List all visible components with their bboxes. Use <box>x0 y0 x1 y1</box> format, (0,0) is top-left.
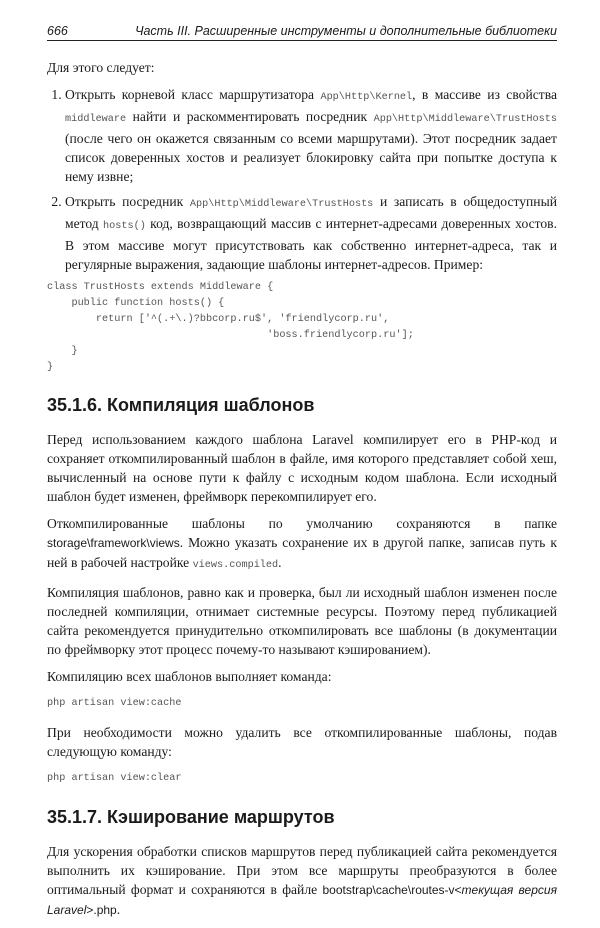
steps-list <box>47 85 557 274</box>
step-text: найти и раскомментировать посредник <box>126 109 374 124</box>
file-path-placeholder: текущая версия Laravel <box>47 883 557 917</box>
file-path: bootstrap\cache\routes-v< <box>322 883 462 897</box>
paragraph-text: Откомпилированные шаблоны по умолчанию сохраняются в папке <box>47 516 557 531</box>
step-text: код, возвращающий массив с интернет-адресами доверенных хостов. В этом массиве могут присутствовать как собственно интернет-адреса, так и регулярные выражения, задающие шаблоны интернет-адресов. Пример: <box>65 216 557 272</box>
inline-code: hosts() <box>103 221 146 232</box>
step-text: Открыть корневой класс маршрутизатора <box>65 87 321 102</box>
section-heading-route-caching: 35.1.7. Кэширование маршрутов <box>47 807 335 827</box>
command-view-clear: php artisan view:clear <box>47 773 182 784</box>
intro-text: Для этого следует: <box>47 60 155 75</box>
paragraph <box>47 514 557 575</box>
step-text: , в массиве из свойства <box>412 87 557 102</box>
step-text: и записать в общедоступный метод <box>65 194 557 231</box>
paragraph-text: . Можно указать сохранение их в другой папке, записав путь к ней в рабочей настройке <box>47 535 557 570</box>
paragraph: Компиляцию всех шаблонов выполняет команда: <box>47 669 332 684</box>
page-number: 666 <box>47 24 68 38</box>
page-header <box>47 20 557 41</box>
code-example: class TrustHosts extends Middleware { public function hosts() { return ['^(.+\.)?bbcorp.ru$', 'friendlycorp.ru', 'boss.friendlycorp.ru']; } } <box>47 282 414 373</box>
page-content <box>47 58 557 928</box>
paragraph: При необходимости можно удалить все откомпилированные шаблоны, подав следующую команду: <box>47 725 557 759</box>
paragraph-text: . <box>116 902 121 917</box>
inline-code: middleware <box>65 114 127 125</box>
paragraph-text: Для ускорения обработки списков маршрутов перед публикацией сайта рекомендуется выполнить их кэширование. При этом все маршруты преобразуются в более оптимальный формат и сохраняются в файле <box>47 844 557 897</box>
folder-path: storage\framework\views <box>47 536 180 550</box>
paragraph: Перед использованием каждого шаблона Laravel компилирует его в PHP-код и сохраняет откомпилированный шаблон в файле, имя которого представляет собой хеш, вычисленный на основе пути к файлу с исходным кодом шаблона. Если исходный шаблон будет изменен, фреймворк перекомпилирует его. <box>47 432 557 504</box>
paragraph-text: . <box>278 555 282 570</box>
inline-code: App\Http\Kernel <box>320 92 413 103</box>
file-path: >.php <box>86 903 117 917</box>
step-text: Открыть посредник <box>65 194 190 209</box>
list-item <box>65 192 557 274</box>
paragraph: Компиляция шаблонов, равно как и проверка, был ли исходный шаблон изменен после последней компиляции, отнимает системные ресурсы. Поэтому перед публикацией сайта рекомендуется принудительно откомпилировать все шаблоны (в документации по фреймворку этот процесс почему-то называют кэшированием). <box>47 585 557 657</box>
inline-code: views.compiled <box>192 560 279 571</box>
inline-code: App\Http\Middleware\TrustHosts <box>189 199 374 210</box>
step-text: (после чего он окажется связанным со всеми маршрутами). Этот посредник задает список доверенных хостов и реализует блокировку сайта при попытке доступа к нему извне; <box>65 131 557 184</box>
running-title: Часть III. Расширенные инструменты и дополнительные библиотеки <box>135 24 557 38</box>
inline-code: App\Http\Middleware\TrustHosts <box>373 114 557 125</box>
section-heading-compilation: 35.1.6. Компиляция шаблонов <box>47 395 315 415</box>
command-view-cache: php artisan view:cache <box>47 698 182 709</box>
list-item <box>65 85 557 186</box>
